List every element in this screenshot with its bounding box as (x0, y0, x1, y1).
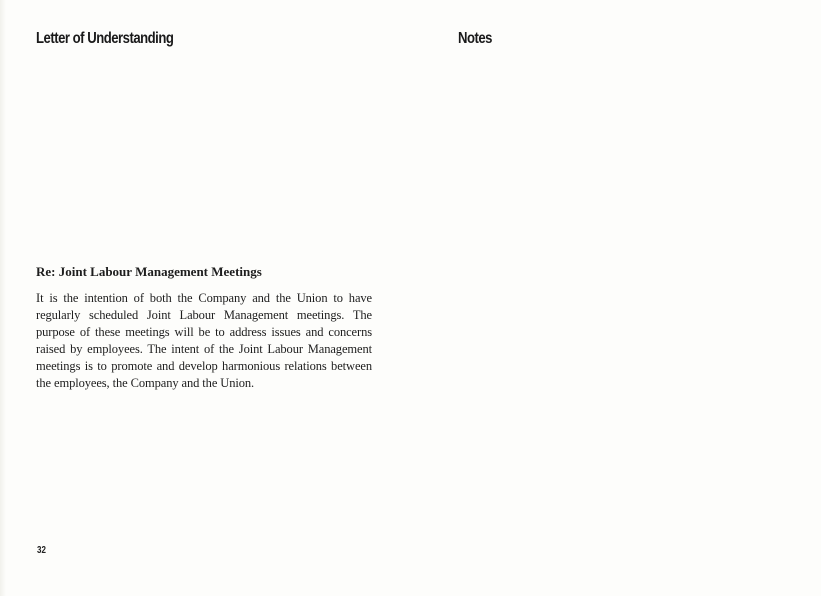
section-body: It is the intention of both the Company and the Union to have regularly scheduled Joint Labour Management meetings. The purpose of these meetings will be to address issues and concerns raised by employees. The intent of the Joint Labour Management meetings is to promote and develop harmonious relations between the employees, the Company and the Union. (36, 291, 372, 390)
page-number: 32 (37, 545, 46, 556)
left-page (0, 0, 410, 596)
right-page (410, 0, 821, 596)
right-running-head: Notes (458, 30, 493, 47)
left-running-head: Letter of Understanding (36, 30, 174, 47)
letter-section (36, 264, 372, 392)
section-title: Re: Joint Labour Management Meetings (36, 264, 262, 279)
